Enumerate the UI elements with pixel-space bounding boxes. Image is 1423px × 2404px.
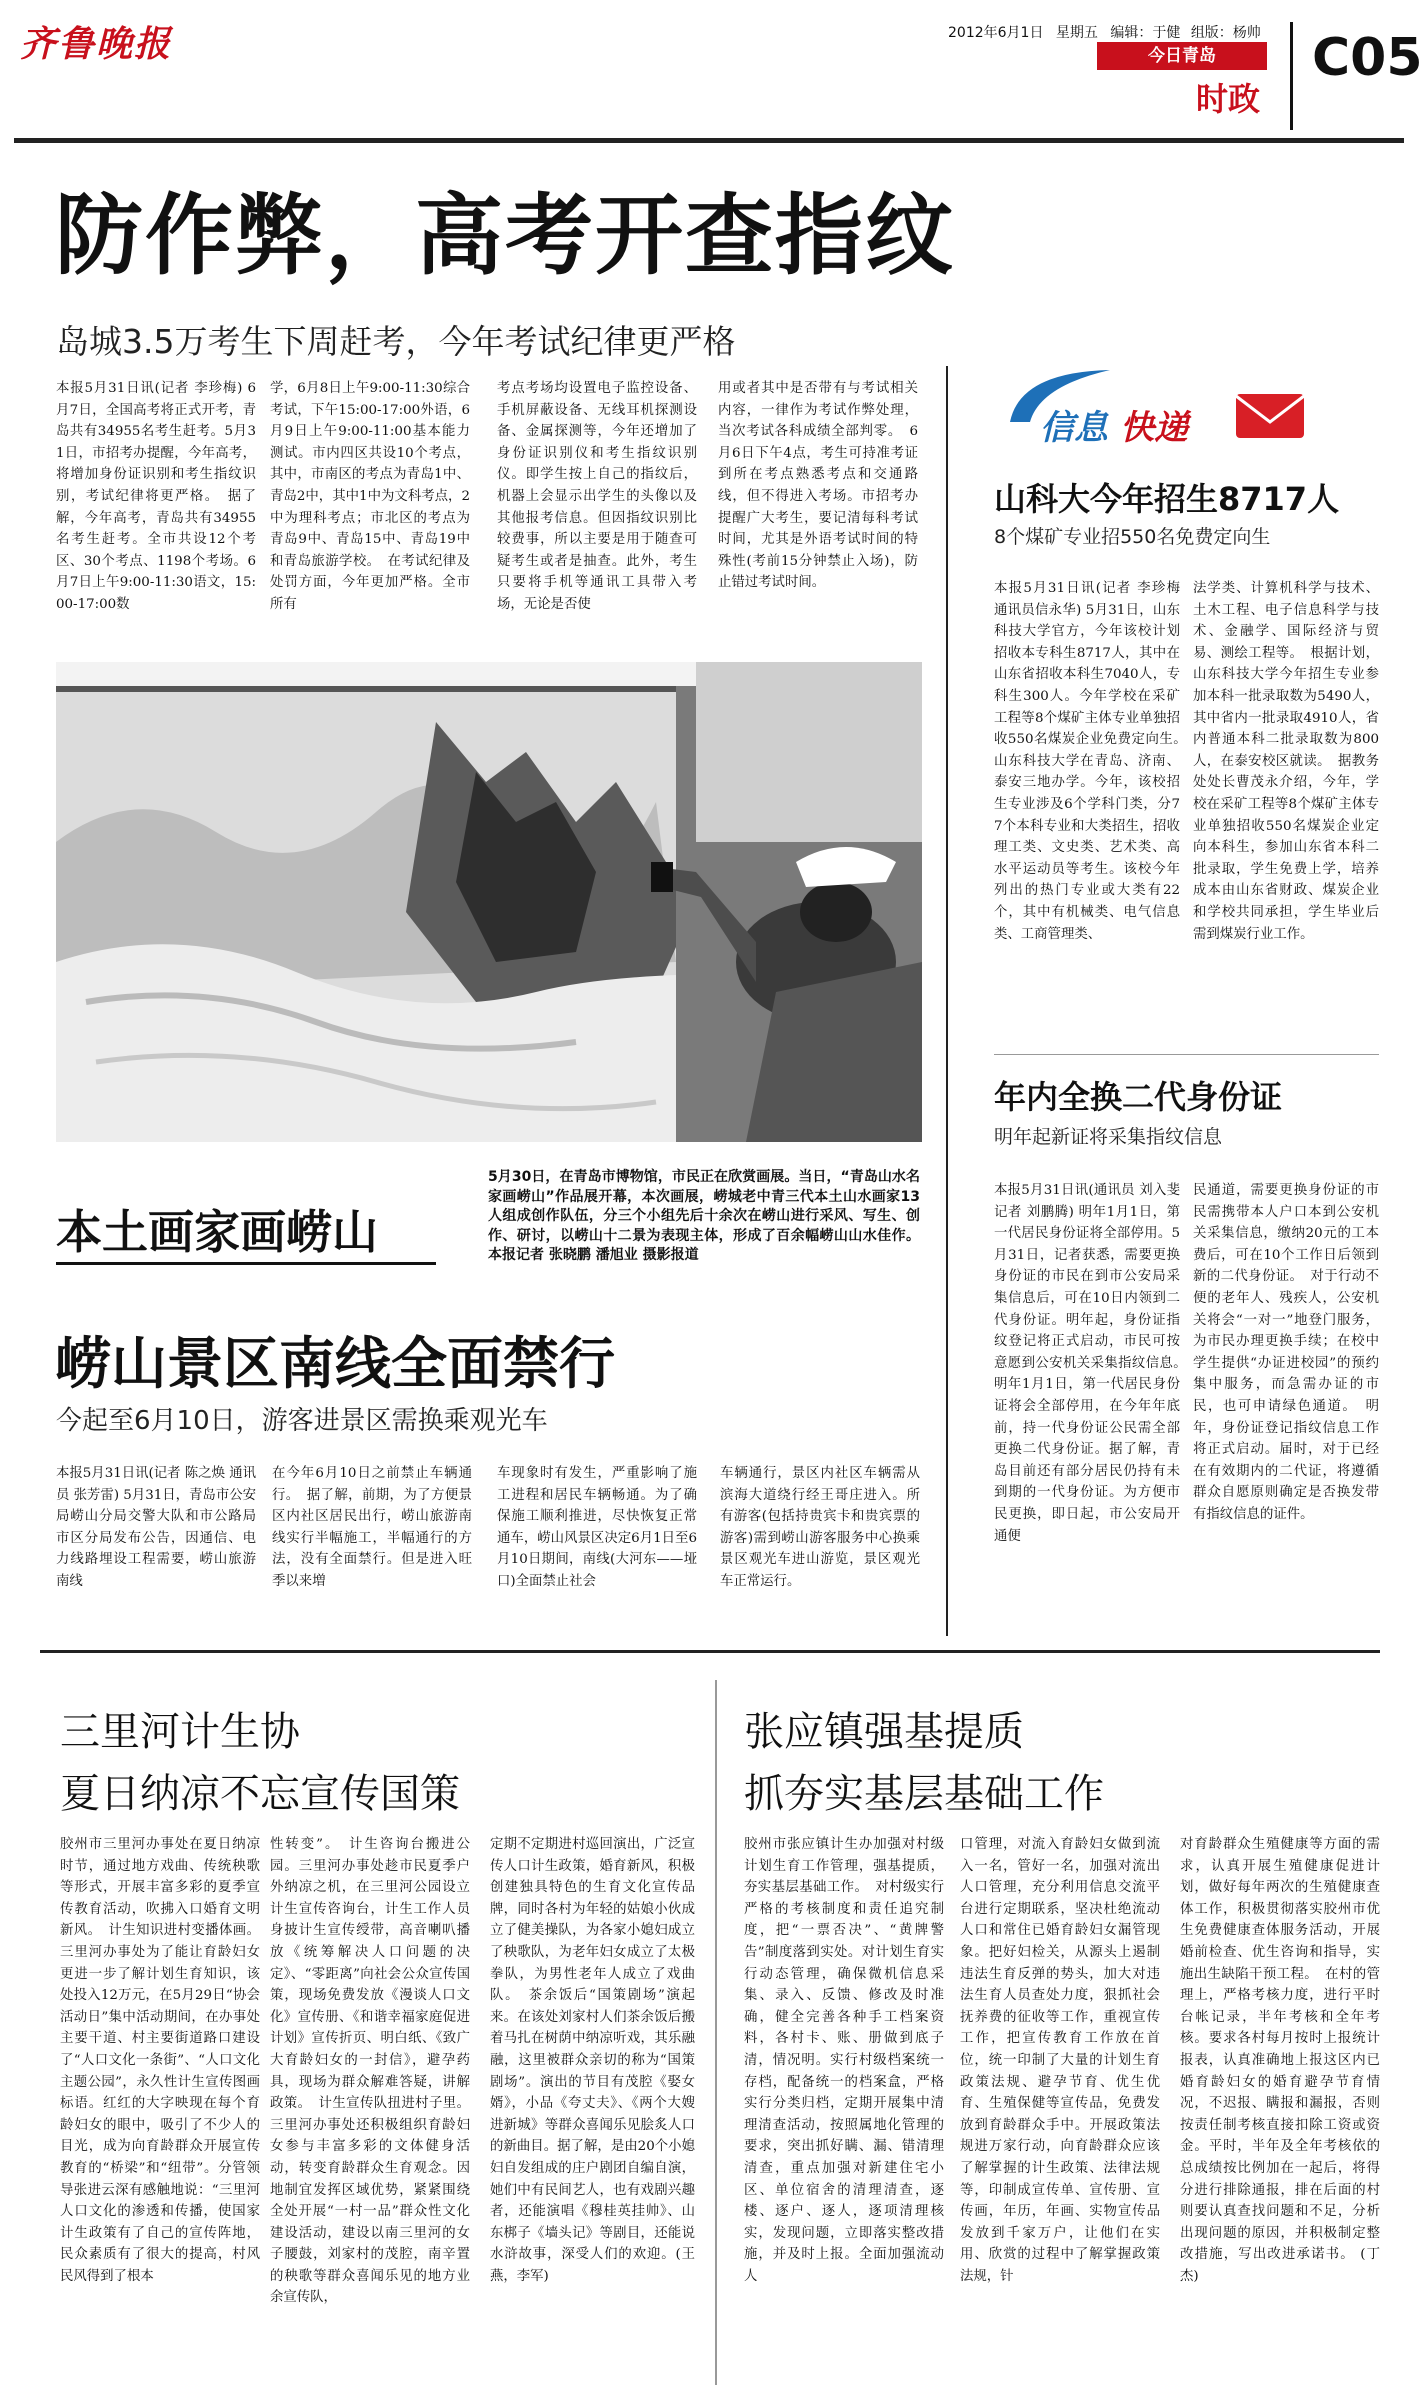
- painting-photo: [56, 662, 922, 1142]
- sanli-headline-1: 三里河计生协: [60, 1709, 300, 1755]
- weekday-text: 星期五: [1055, 25, 1098, 41]
- sanli-col-1: 胶州市三里河办事处在夏日纳凉时节，通过地方戏曲、传统秧歌等形式，开展丰富多彩的夏季宣传教育活动，吹拂入口婚育文明新风。 计生知识进村变播体画。三里河办事处为了能让育龄妇女更进一步了解计划生育知识，该处投入12万元，在5月29日“协会活动日”集中活动期间，在办事处主要干道、村主要街道路口建设了“人口文化一条街”、“人口文化主题公园”，永久性计生宣传图画标语。红红的大字映现在每个育龄妇女的眼中，吸引了不少人的目光，成为向育龄群众开展宣传教育的“桥梁”和“纽带”。分管领导张进云深有感触地说：“三里河人口文化的渗透和传播，使国家计生政策有了自己的宣传阵地，民众素质有了很大的提高，村风民风得到了根本: [60, 1837, 260, 2284]
- brief-title-a: 信息: [1040, 408, 1108, 448]
- zhang-headline-1: 张应镇强基提质: [744, 1709, 1024, 1755]
- brief2-col-1: 本报5月31日讯(通讯员 刘入斐 记者 刘鹏腾) 明年1月1日，第一代居民身份证将全部停用。5月31日，记者获悉，需要更换身份证的市民在到市公安局采集信息后，可在10日内领到二代身份证。明年起，身份证指纹登记将正式启动，市民可按意愿到公安机关采集指纹信息。 明年1月1日，第一代居民身份证将会全部停用，在今年年底前，持一代身份证公民需全部更换二代身份证。据了解，青岛目前还有部分居民仍持有未到期的一代身份证。为方便市民更换，即日起，市公安局开通便: [994, 1183, 1194, 1544]
- zhang-col-3: 对育龄群众生殖健康等方面的需求，认真开展生殖健康促进计划，做好每年两次的生殖健康查体工作，积极贯彻落实胶州市优生免费健康查体服务活动，开展婚前检查、优生咨询和指导，实施出生缺陷干预工程。 在村的管理上，严格考核力度，进行平时台帐记录，半年考核和全年考核。要求各村每月按时上报统计报表，认真准确地上报这区内已婚育龄妇女的婚育避孕节育情况，不迟报、瞒报和漏报，否则按责任制考核直接扣除工资或资金。平时，半年及全年考核依的总成绩按比例加在一起后，将得分进行排除通报，排在后面的村则要认真查找问题和不足，分析出现问题的原因，并积极制定整改措施，写出改进承诺书。 (丁杰): [1180, 1837, 1380, 2284]
- envelope-icon: [1232, 386, 1312, 442]
- laoshan-col-3: 车现象时有发生，严重影响了施工进程和居民车辆畅通。为了确保施工顺利推进，尽快恢复正常通车，崂山风景区决定6月1日至6月10日期间，南线(大河东——垭口)全面禁止社会: [497, 1466, 697, 1589]
- zhang-col-2: 口管理，对流入育龄妇女做到流入一名，管好一名，加强对流出人口管理，充分利用信息交流平台进行定期联系，坚决杜绝流动人口和常住已婚育龄妇女漏管现象。把好妇检关，从源头上遏制违法生育反弹的势头，加大对违法生育人员查处力度，狠抓社会抚养费的征收等工作，重视宣传工作，把宣传教育工作放在首位，统一印制了大量的计划生育政策法规、避孕节育、优生优育、生殖保健等宣传品，免费发放到育龄群众手中。开展政策法规进万家行动，向育龄群众应该了解掌握的计生政策、法律法规等，印制成宣传单、宣传册、宣传画，年历，年画、实物宣传品发放到千家万户，让他们在实用、欣赏的过程中了解掌握政策法规，针: [960, 1837, 1160, 2284]
- lead-col-4: 用或者其中是否带有与考试相关内容，一律作为考试作弊处理，当次考试各科成绩全部判零。 6月6日下午4点，考生可持准考证到所在考点熟悉考点和交通路线，但不得进入考场。市招考办提醒广大考生，要记清每科考试时间，尤其是外语考试时间的特殊性(考前15分钟禁止入场)，防止错过考试时间。: [718, 381, 918, 591]
- editor-text: 编辑：于健: [1110, 25, 1181, 41]
- newspaper-logo: 齐鲁晚报: [20, 24, 173, 65]
- sidebar-divider: [946, 366, 948, 1636]
- laoshan-subhead: 今起至6月10日，游客进景区需换乘观光车: [56, 1406, 548, 1436]
- photo-caption: 5月30日，在青岛市博物馆，市民正在欣赏画展。当日，“青岛山水名家画崂山”作品展开幕，本次画展，崂城老中青三代本土山水画家13人组成创作队伍，分三个小组先后十余次在崂山进行采风、写生、创作、研讨，以崂山十二景为表现主体，形成了百余幅崂山山水佳作。 本报记者 张晓鹏 潘旭业 摄影报道: [488, 1169, 920, 1263]
- page-number: C05: [1312, 28, 1423, 88]
- brief1-subhead: 8个煤矿专业招550名免费定向生: [994, 526, 1271, 548]
- issue-date: [948, 22, 1261, 42]
- lead-subhead: 岛城3.5万考生下周赶考，今年考试纪律更严格: [56, 322, 736, 361]
- brief-title-b: 快递: [1120, 408, 1188, 448]
- laoshan-col-1: 本报5月31日讯(记者 陈之焕 通讯员 张芳雷) 5月31日，青岛市公安局崂山分局交警大队和市公路局市区分局发布公告，因通信、电力线路埋设工程需要，崂山旅游南线: [56, 1466, 256, 1589]
- bottom-rule: [40, 1650, 1380, 1653]
- laoshan-col-2: 在今年6月10日之前禁止车辆通行。 据了解，前期，为了方便景区内社区居民出行，崂山旅游南线实行半幅施工，半幅通行的方法，没有全面禁行。但是进入旺季以来増: [272, 1466, 472, 1589]
- category-label: 时政: [1196, 80, 1261, 118]
- lead-col-2: 学，6月8日上午9:00-11:30综合考试，下午15:00-17:00外语，6月9日上午9:00-11:00基本能力测试。市内四区共设10个考点，其中，市南区的考点为青岛1中、青岛2中，其中1中为文科考点，2中为理科考点；市北区的考点为青岛9中、青岛15中、青岛19中和青岛旅游学校。 在考试纪律及处罚方面，今年更加严格。全市所有: [270, 381, 470, 612]
- lead-col-1: 本报5月31日讯(记者 李珍梅) 6月7日，全国高考将正式开考，青岛共有34955名考生赶考。5月31日，市招考办提醒，今年高考，将增加身份证识别和考生指纹识别，考试纪律将更严格。 据了解，今年高考，青岛共有34955名考生赶考。全市共设12个考区、30个考点、1198个考场。6月7日上午9:00-11:30语文，15:00-17:00数: [56, 381, 256, 612]
- lead-col-3: 考点考场均设置电子监控设备、手机屏蔽设备、无线耳机探测设备、金属探测等，今年还增加了身份证识别仪和考生指纹识别仪。即学生按上自己的指纹后，机器上会显示出学生的头像以及其他报考信息。但因指纹识别比较费事，所以主要是用于随查可疑考生或者是抽查。此外，考生只要将手机等通讯工具带入考场，无论是否使: [497, 381, 697, 612]
- brief2-col-2: 民通道，需要更换身份证的市民需携带本人户口本到公安机关采集信息，缴纳20元的工本费后，可在10个工作日后领到新的二代身份证。 对于行动不便的老年人、残疾人，公安机关将会“一对一”地登门服务，为市民办理更换手续；在校中学生提供“办证进校园”的预约集中服务，而急需办证的市民，也可申请绿色通道。 明年，身份证登记指纹信息工作将正式启动。届时，对于已经在有效期内的二代证，将遵循群众自愿原则确定是否换发带有指纹信息的证件。: [1193, 1183, 1379, 1522]
- bottom-divider: [715, 1680, 717, 2385]
- sanli-col-3: 定期不定期进村巡回演出，广泛宣传人口计生政策，婚育新风，积极创建独具特色的生育文化宣传品牌，同时各村为年轻的姑娘小伙成立了健美操队，为各家小媳妇成立了秧歌队，为老年妇女成立了太极拳队，为男性老年人成立了戏曲队。 茶余饭后“国策剧场”演起来。在该处刘家村人们茶余饭后搬着马扎在树荫中纳凉听戏，其乐融融，这里被群众亲切的称为“国策剧场”。演出的节目有茂腔《娶女婿》，小品《夸丈夫》、《两个大嫂进新城》等群众喜闻乐见脍炙人口的新曲目。据了解，是由20个小媳妇自发组成的庄户剧团自编自演，她们中有民间艺人，也有戏剧兴趣者，还能演唱《穆桂英挂帅》、山东梆子《墙头记》等剧目，还能说水浒故事，深受人们的欢迎。(王燕，李军): [490, 1837, 695, 2284]
- laoshan-headline: 崂山景区南线全面禁行: [55, 1332, 615, 1397]
- photo-illustration: [56, 662, 922, 1142]
- sanli-col-2: 性转变”。 计生咨询台搬进公园。三里河办事处趁市民夏季户外纳凉之机，在三里河公园设立计生宣传咨询台，计生工作人员身披计生宣传绶带，高音喇叭播放《统筹解决人口问题的决定》、“零距离”向社会公众宣传国策，现场免费发放《漫谈人口文化》宣传册、《和谐幸福家庭促进计划》宣传折页、明白纸、《致广大育龄妇女的一封信》，避孕药具，现场为群众解难答疑，讲解政策。 计生宣传队扭进村子里。三里河办事处还积极组织育龄妇女参与丰富多彩的文体健身活动，转变育龄群众生育观念。因地制宜发挥区域优势，紧紧围绕全处开展“一村一品”群众性文化建设活动，建设以南三里河的女子腰鼓，刘家村的茂腔，南辛置的秧歌等群众喜闻乐见的地方业余宣传队，: [270, 1837, 470, 2306]
- photo-headline-rule: [56, 1262, 436, 1265]
- photo-headline: 本土画家画崂山: [56, 1205, 378, 1259]
- brief-banner: [1000, 362, 1376, 454]
- sanli-headline-2: 夏日纳凉不忘宣传国策: [60, 1771, 460, 1817]
- page-divider: [1290, 22, 1293, 130]
- lead-headline: 防作弊，高考开查指纹: [55, 184, 956, 287]
- brief1-col-1: 本报5月31日讯(记者 李珍梅 通讯员信永华) 5月31日，山东科技大学官方，今年该校计划招收本专科生8717人，其中在山东省招收本科生7040人，专科生300人。今年学校在采矿工程等8个煤矿主体专业单独招收550名煤炭企业免费定向生。 山东科技大学在青岛、济南、泰安三地办学。今年，该校招生专业涉及6个学科门类，分77个本科专业和大类招生，招收理工类、文史类、艺术类、高水平运动员等考生。该校今年列出的热门专业或大类有22个，其中有机械类、电气信息类、工商管理类、: [994, 581, 1194, 942]
- brief-separator: [994, 1054, 1379, 1055]
- date-text: 2012年6月1日: [948, 25, 1044, 41]
- laoshan-col-4: 车辆通行，景区内社区车辆需从滨海大道绕行经王哥庄进入。所有游客(包括持贵宾卡和贵宾票的游客)需到崂山游客服务中心换乘景区观光车进山游览，景区观光车正常运行。: [720, 1466, 920, 1589]
- brief1-headline: 山科大今年招生8717人: [994, 480, 1340, 518]
- brief2-headline: 年内全换二代身份证: [994, 1078, 1283, 1116]
- brief1-col-2: 法学类、计算机科学与技术、土木工程、电子信息科学与技术、金融学、国际经济与贸易、测绘工程等。 根据计划，山东科技大学今年招生专业参加本科一批录取数为5490人，其中省内一批录取4910人，省内普通本科二批录取数为800人，在泰安校区就读。 据教务处处长曹茂永介绍，今年，学校在采矿工程等8个煤矿主体专业单独招收550名煤炭企业定向本科生，参加山东省本科二批录取，学生免费上学，培养成本由山东省财政、煤炭企业和学校共同承担，学生毕业后需到煤炭行业工作。: [1193, 581, 1379, 942]
- brief2-subhead: 明年起新证将采集指纹信息: [994, 1126, 1223, 1148]
- designer-text: 组版：杨帅: [1190, 25, 1261, 41]
- section-bar: 今日青岛: [1097, 42, 1267, 70]
- zhang-col-1: 胶州市张应镇计生办加强对村级计划生育工作管理，强基提质，夯实基层基础工作。 对村级实行严格的考核制度和责任追究制度，把“一票否决”、“黄牌警告”制度落到实处。对计划生育实行动态管理，确保微机信息采集、录入、反馈、修改及时准确，健全完善各种手工档案资料，各村卡、账、册做到底子清，情况明。实行村级档案统一存档，配备统一的档案盒，严格实行分类归档，定期开展集中清理清查活动，按照属地化管理的要求，突出抓好瞒、漏、错清理清查，重点加强对新建住宅小区、单位宿舍的清理清查，逐楼、逐户、逐人，逐项清理核实，发现问题，立即落实整改措施，并及时上报。全面加强流动人: [744, 1837, 944, 2284]
- zhang-headline-2: 抓夯实基层基础工作: [744, 1771, 1104, 1817]
- masthead-rule: [14, 138, 1404, 143]
